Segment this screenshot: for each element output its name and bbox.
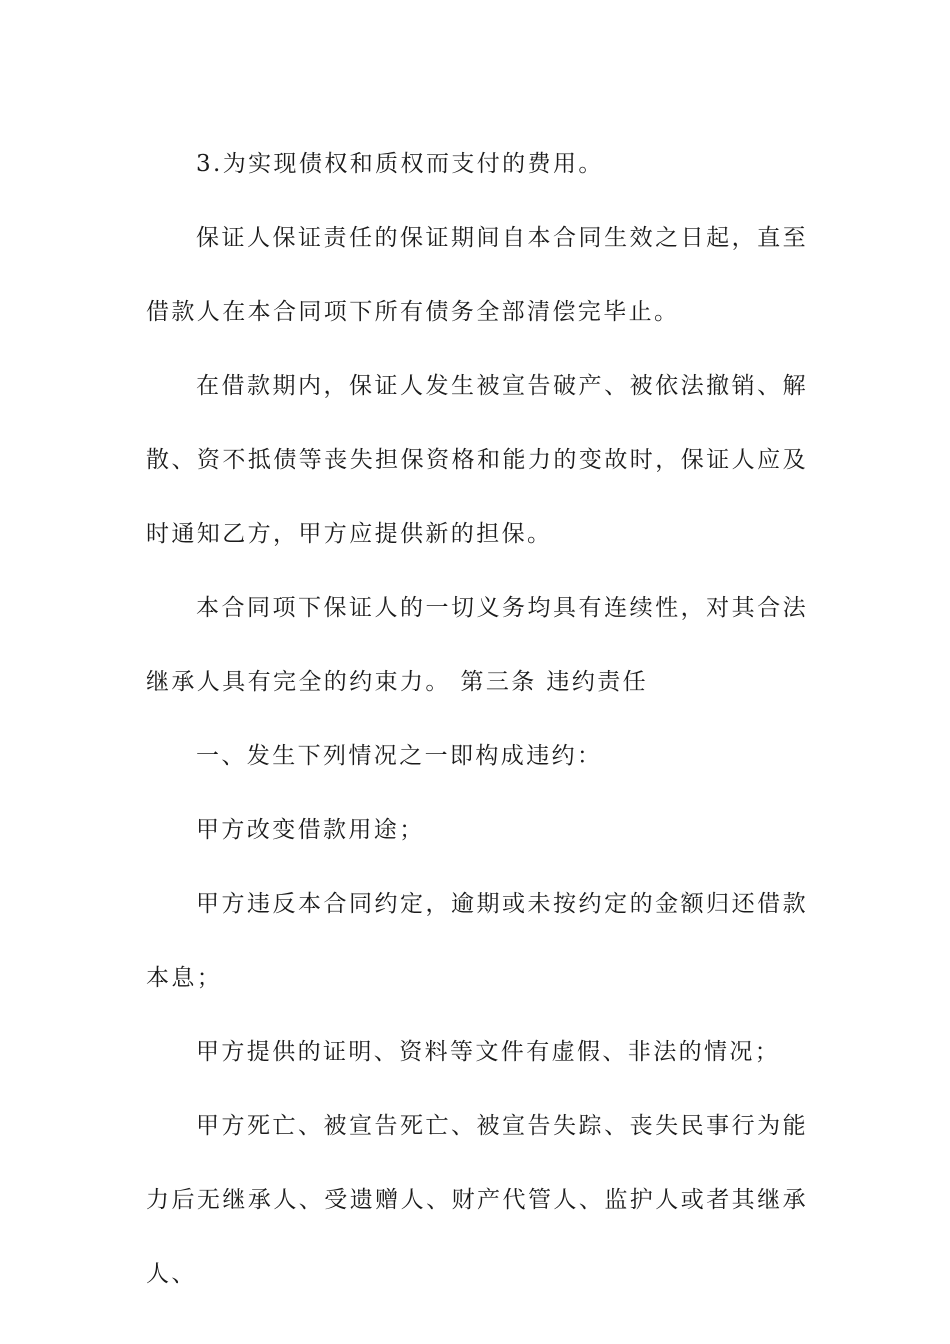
paragraph-breach-false-docs: 甲方提供的证明、资料等文件有虚假、非法的情况； [196, 1039, 781, 1065]
paragraph-breach-purpose: 甲方改变借款用途； [196, 817, 425, 843]
paragraph-guarantor-change: 在借款期内，保证人发生被宣告破产、被依法撤销、解散、资不抵债等丧失担保资格和能力的变故时，保证人应及时通知乙方，甲方应提供新的担保。 [146, 373, 808, 547]
paragraph-breach-conditions: 一、发生下列情况之一即构成违约： [196, 743, 603, 769]
paragraph-breach-repayment: 甲方违反本合同约定，逾期或未按约定的金额归还借款本息； [146, 891, 808, 991]
paragraph-guarantee-period: 保证人保证责任的保证期间自本合同生效之日起，直至借款人在本合同项下所有债务全部清偿完毕止。 [146, 225, 808, 325]
document-body [146, 127, 808, 1311]
paragraph-continuity-article-three: 本合同项下保证人的一切义务均具有连续性，对其合法继承人具有完全的约束力。 第三条 违约责任 [146, 595, 808, 695]
paragraph-breach-death: 甲方死亡、被宣告死亡、被宣告失踪、丧失民事行为能力后无继承人、受遗赠人、财产代管人、监护人或者其继承人、 [146, 1113, 808, 1287]
paragraph-expense-item: 3.为实现债权和质权而支付的费用。 [196, 151, 604, 177]
